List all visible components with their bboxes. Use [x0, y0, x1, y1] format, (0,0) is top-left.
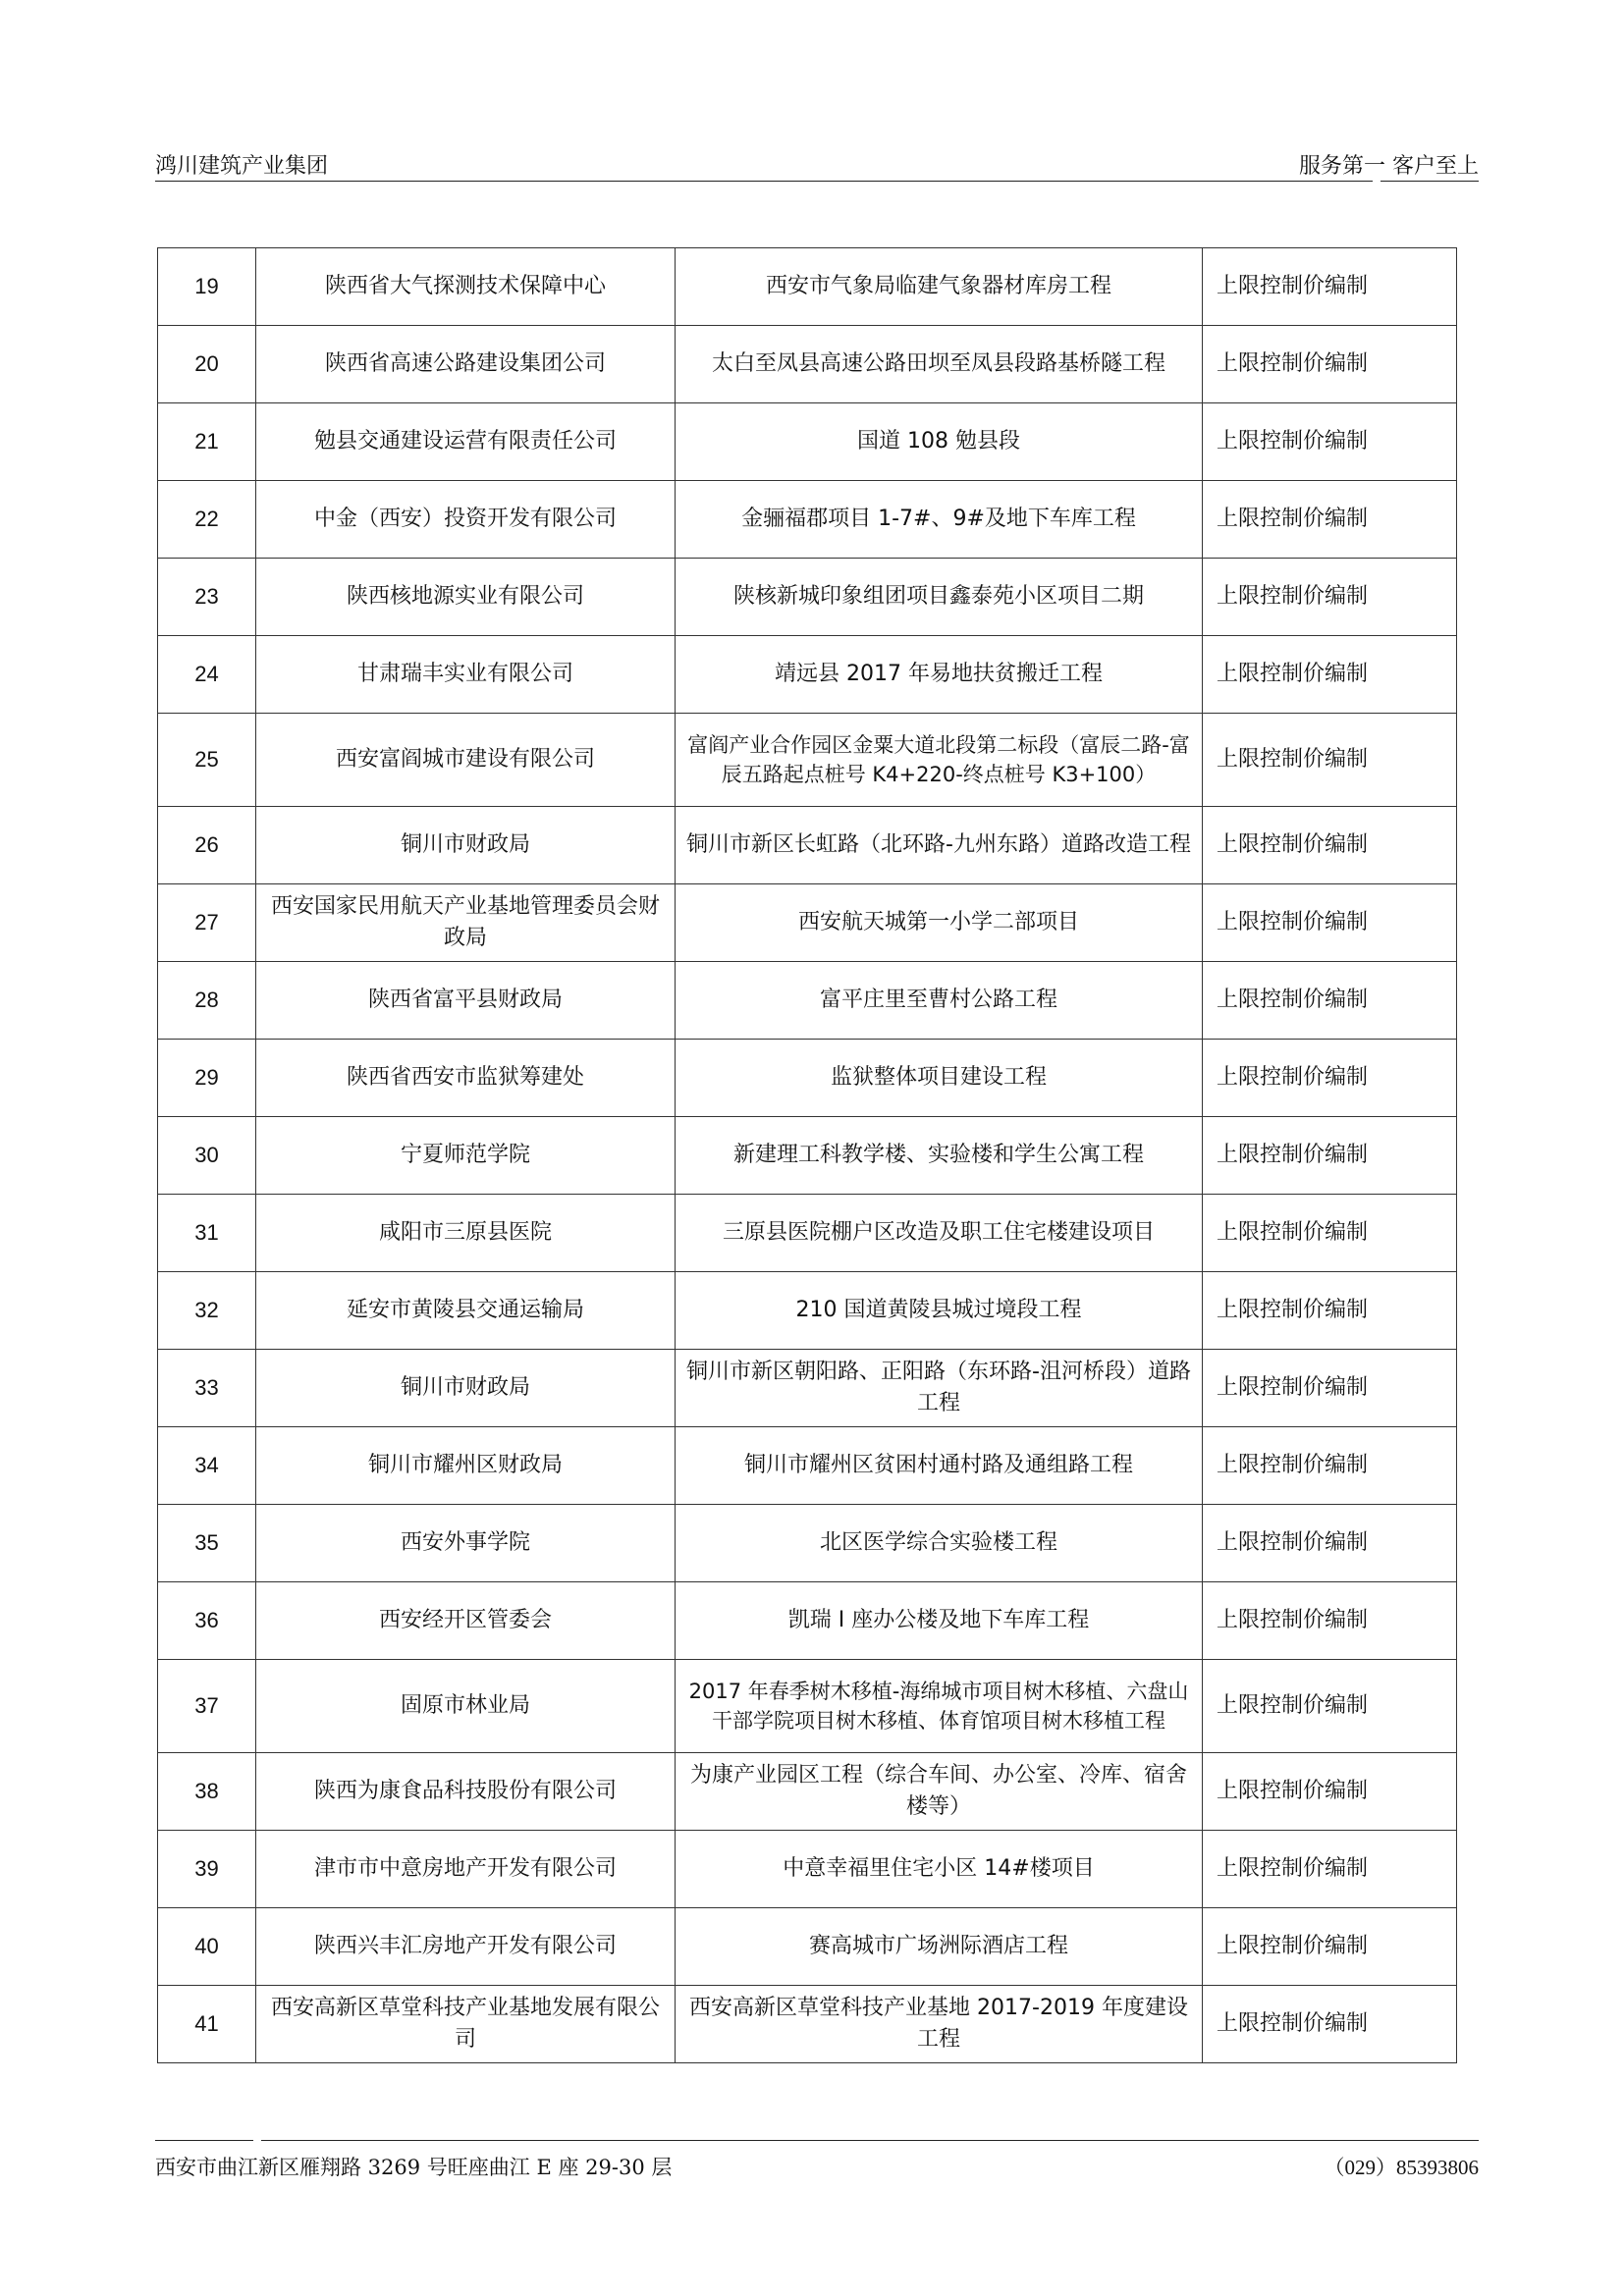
- header-rule-short: [1380, 181, 1479, 182]
- service-type: 上限控制价编制: [1203, 403, 1457, 481]
- service-type: 上限控制价编制: [1203, 884, 1457, 962]
- table-row: [158, 884, 1457, 962]
- project-name: 陕核新城印象组团项目鑫泰苑小区项目二期: [676, 559, 1203, 636]
- row-number: 34: [158, 1427, 256, 1505]
- service-type: 上限控制价编制: [1203, 1660, 1457, 1753]
- service-type: 上限控制价编制: [1203, 1986, 1457, 2063]
- row-number: 25: [158, 714, 256, 807]
- client-name: 陕西省富平县财政局: [256, 962, 676, 1040]
- footer-rule: [261, 2140, 1479, 2141]
- table-row: [158, 1660, 1457, 1753]
- client-name: 陕西兴丰汇房地产开发有限公司: [256, 1908, 676, 1986]
- row-number: 40: [158, 1908, 256, 1986]
- client-name: 西安高新区草堂科技产业基地发展有限公司: [256, 1986, 676, 2063]
- service-type: 上限控制价编制: [1203, 1272, 1457, 1350]
- service-type: 上限控制价编制: [1203, 1040, 1457, 1117]
- client-name: 陕西省高速公路建设集团公司: [256, 326, 676, 403]
- row-number: 27: [158, 884, 256, 962]
- row-number: 35: [158, 1505, 256, 1582]
- project-table: [157, 247, 1457, 2063]
- service-type: 上限控制价编制: [1203, 714, 1457, 807]
- row-number: 30: [158, 1117, 256, 1195]
- table-row: [158, 403, 1457, 481]
- project-name: 为康产业园区工程（综合车间、办公室、冷库、宿舍楼等）: [676, 1753, 1203, 1831]
- project-name: 210 国道黄陵县城过境段工程: [676, 1272, 1203, 1350]
- project-name: 铜川市新区朝阳路、正阳路（东环路-沮河桥段）道路工程: [676, 1350, 1203, 1427]
- client-name: 西安富阎城市建设有限公司: [256, 714, 676, 807]
- project-name: 2017 年春季树木移植-海绵城市项目树木移植、六盘山干部学院项目树木移植、体育馆项目树木移植工程: [676, 1660, 1203, 1753]
- row-number: 32: [158, 1272, 256, 1350]
- client-name: 西安经开区管委会: [256, 1582, 676, 1660]
- client-name: 铜川市耀州区财政局: [256, 1427, 676, 1505]
- service-type: 上限控制价编制: [1203, 1753, 1457, 1831]
- client-name: 陕西为康食品科技股份有限公司: [256, 1753, 676, 1831]
- service-type: 上限控制价编制: [1203, 481, 1457, 559]
- client-name: 陕西省西安市监狱筹建处: [256, 1040, 676, 1117]
- row-number: 33: [158, 1350, 256, 1427]
- project-name: 西安航天城第一小学二部项目: [676, 884, 1203, 962]
- service-type: 上限控制价编制: [1203, 559, 1457, 636]
- row-number: 36: [158, 1582, 256, 1660]
- client-name: 固原市林业局: [256, 1660, 676, 1753]
- client-name: 西安外事学院: [256, 1505, 676, 1582]
- service-type: 上限控制价编制: [1203, 1831, 1457, 1908]
- project-name: 西安市气象局临建气象器材库房工程: [676, 248, 1203, 326]
- table-row: [158, 1582, 1457, 1660]
- project-name: 太白至凤县高速公路田坝至凤县段路基桥隧工程: [676, 326, 1203, 403]
- table-row: [158, 1195, 1457, 1272]
- row-number: 19: [158, 248, 256, 326]
- row-number: 29: [158, 1040, 256, 1117]
- service-type: 上限控制价编制: [1203, 1195, 1457, 1272]
- row-number: 26: [158, 807, 256, 884]
- client-name: 津市市中意房地产开发有限公司: [256, 1831, 676, 1908]
- service-type: 上限控制价编制: [1203, 1582, 1457, 1660]
- footer-address: 西安市曲江新区雁翔路 3269 号旺座曲江 E 座 29-30 层: [155, 2156, 673, 2179]
- row-number: 39: [158, 1831, 256, 1908]
- header-rule: [155, 181, 1373, 182]
- client-name: 甘肃瑞丰实业有限公司: [256, 636, 676, 714]
- table-row: [158, 1831, 1457, 1908]
- table-row: [158, 1908, 1457, 1986]
- table-row: [158, 1986, 1457, 2063]
- table-row: [158, 1753, 1457, 1831]
- client-name: 陕西省大气探测技术保障中心: [256, 248, 676, 326]
- project-name: 富阎产业合作园区金粟大道北段第二标段（富辰二路-富辰五路起点桩号 K4+220-终点桩号 K3+100）: [676, 714, 1203, 807]
- table-row: [158, 1350, 1457, 1427]
- project-name: 铜川市新区长虹路（北环路-九州东路）道路改造工程: [676, 807, 1203, 884]
- row-number: 20: [158, 326, 256, 403]
- row-number: 38: [158, 1753, 256, 1831]
- service-type: 上限控制价编制: [1203, 807, 1457, 884]
- table-row: [158, 1272, 1457, 1350]
- table-row: [158, 326, 1457, 403]
- project-name: 中意幸福里住宅小区 14#楼项目: [676, 1831, 1203, 1908]
- service-type: 上限控制价编制: [1203, 1427, 1457, 1505]
- project-table-body: [158, 248, 1457, 2063]
- project-name: 金骊福郡项目 1-7#、9#及地下车库工程: [676, 481, 1203, 559]
- project-name: 北区医学综合实验楼工程: [676, 1505, 1203, 1582]
- project-name: 靖远县 2017 年易地扶贫搬迁工程: [676, 636, 1203, 714]
- project-name: 凯瑞 I 座办公楼及地下车库工程: [676, 1582, 1203, 1660]
- table-row: [158, 1117, 1457, 1195]
- project-name: 国道 108 勉县段: [676, 403, 1203, 481]
- service-type: 上限控制价编制: [1203, 248, 1457, 326]
- client-name: 勉县交通建设运营有限责任公司: [256, 403, 676, 481]
- footer-phone: （029）85393806: [1324, 2156, 1479, 2179]
- service-type: 上限控制价编制: [1203, 326, 1457, 403]
- client-name: 中金（西安）投资开发有限公司: [256, 481, 676, 559]
- company-name: 鸿川建筑产业集团: [155, 154, 329, 179]
- table-row: [158, 248, 1457, 326]
- table-row: [158, 807, 1457, 884]
- page-footer: [155, 2140, 1479, 2189]
- row-number: 21: [158, 403, 256, 481]
- service-type: 上限控制价编制: [1203, 1908, 1457, 1986]
- row-number: 24: [158, 636, 256, 714]
- client-name: 咸阳市三原县医院: [256, 1195, 676, 1272]
- row-number: 23: [158, 559, 256, 636]
- client-name: 铜川市财政局: [256, 1350, 676, 1427]
- table-row: [158, 962, 1457, 1040]
- project-name: 富平庄里至曹村公路工程: [676, 962, 1203, 1040]
- row-number: 28: [158, 962, 256, 1040]
- company-slogan: 服务第一 客户至上: [1299, 154, 1479, 179]
- client-name: 宁夏师范学院: [256, 1117, 676, 1195]
- project-name: 监狱整体项目建设工程: [676, 1040, 1203, 1117]
- table-row: [158, 714, 1457, 807]
- service-type: 上限控制价编制: [1203, 636, 1457, 714]
- service-type: 上限控制价编制: [1203, 1505, 1457, 1582]
- table-row: [158, 1505, 1457, 1582]
- service-type: 上限控制价编制: [1203, 1117, 1457, 1195]
- project-name: 西安高新区草堂科技产业基地 2017-2019 年度建设工程: [676, 1986, 1203, 2063]
- service-type: 上限控制价编制: [1203, 962, 1457, 1040]
- client-name: 西安国家民用航天产业基地管理委员会财政局: [256, 884, 676, 962]
- footer-rule-short: [155, 2140, 253, 2141]
- service-type: 上限控制价编制: [1203, 1350, 1457, 1427]
- table-row: [158, 559, 1457, 636]
- row-number: 22: [158, 481, 256, 559]
- table-row: [158, 1427, 1457, 1505]
- page-header: [155, 147, 1479, 183]
- row-number: 41: [158, 1986, 256, 2063]
- table-row: [158, 481, 1457, 559]
- project-name: 赛高城市广场洲际酒店工程: [676, 1908, 1203, 1986]
- row-number: 37: [158, 1660, 256, 1753]
- table-row: [158, 1040, 1457, 1117]
- project-name: 三原县医院棚户区改造及职工住宅楼建设项目: [676, 1195, 1203, 1272]
- table-row: [158, 636, 1457, 714]
- project-name: 新建理工科教学楼、实验楼和学生公寓工程: [676, 1117, 1203, 1195]
- client-name: 铜川市财政局: [256, 807, 676, 884]
- row-number: 31: [158, 1195, 256, 1272]
- project-name: 铜川市耀州区贫困村通村路及通组路工程: [676, 1427, 1203, 1505]
- client-name: 延安市黄陵县交通运输局: [256, 1272, 676, 1350]
- client-name: 陕西核地源实业有限公司: [256, 559, 676, 636]
